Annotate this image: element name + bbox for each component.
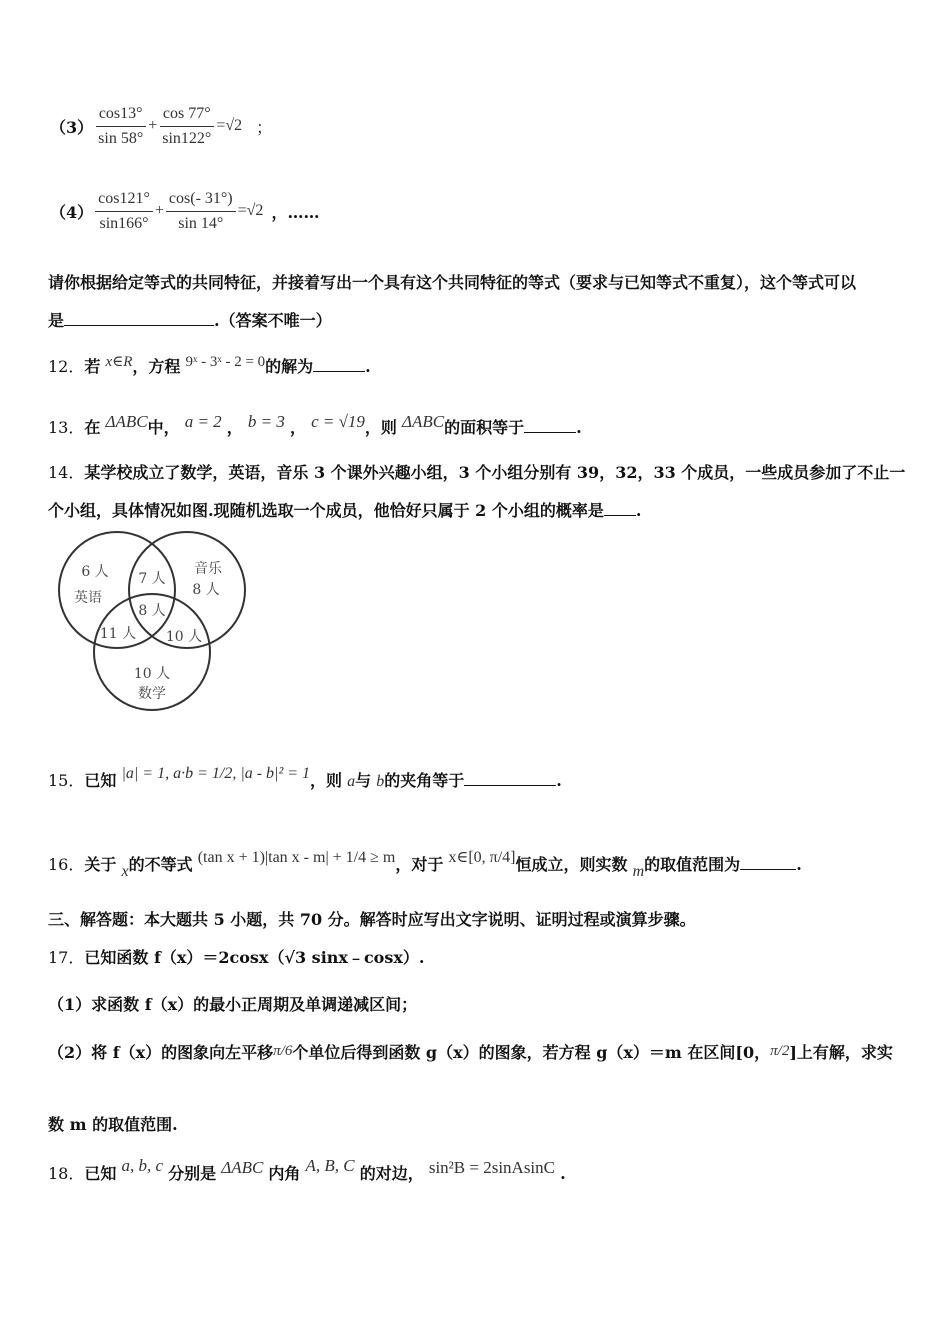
q17-p2-shift: π/6 xyxy=(273,1042,293,1059)
q16-inequality: (tan x + 1)|tan x - m| + 1/4 ≥ m xyxy=(197,849,396,866)
q18-text-b: 分别是 xyxy=(168,1164,217,1183)
q17-p2-text-a: （2）将 f（x）的图象向左平移 xyxy=(48,1042,274,1062)
q12-equation: 9ˣ - 3ˣ - 2 = 0 xyxy=(185,354,266,370)
q13-triangle-2: ΔABC xyxy=(402,412,445,431)
q13-text-b: 中， xyxy=(147,418,180,437)
q16-range: x∈[0, π/4] xyxy=(448,849,516,866)
q16-text-b: 的不等式 xyxy=(128,855,193,874)
q17-p2-text-c: ]上有解，求实 xyxy=(789,1042,893,1062)
equation-4: （4） $\frac{\cos 121^\circ}{\sin 166^\circ}$ + $\frac{\cos(- 31^\circ)}{\sin 14^\circ}$ =√2 ，…… xyxy=(50,185,319,237)
eq3-rhs: =√2 xyxy=(216,117,243,134)
q12-end: . xyxy=(365,357,371,376)
q15-text-a: 已知 xyxy=(84,771,117,790)
eq4-label: （4） xyxy=(50,202,94,222)
prompt-note: .（答案不唯一） xyxy=(214,311,332,330)
q14-text-2: 个小组，具体情况如图.现随机选取一个成员，他恰好只属于 2 个小组的概率是 xyxy=(48,501,604,520)
q15-vector-b: b xyxy=(376,773,385,790)
q13-triangle: ΔABC xyxy=(105,412,148,431)
venn-english-only: 6 人 xyxy=(81,564,109,580)
q15-text-b: ，则 xyxy=(310,771,343,790)
answer-blank-13[interactable] xyxy=(524,418,576,433)
q13-b-value: b = 3 xyxy=(247,412,285,431)
q16-text-a: 关于 xyxy=(84,855,117,874)
venn-music-math: 10 人 xyxy=(165,629,203,645)
answer-blank-14[interactable] xyxy=(604,501,636,516)
q12-text-a: 若 xyxy=(84,357,101,376)
q16-x: x xyxy=(121,863,129,880)
answer-blank-16[interactable] xyxy=(740,855,796,870)
q13-c-value: c = √19 xyxy=(311,412,365,431)
venn-english-math: 11 人 xyxy=(99,626,137,642)
q12-number: 12． xyxy=(48,357,85,376)
eq4-den1: sin166° xyxy=(99,214,149,232)
question-17 xyxy=(48,945,424,968)
q13-a-value: a = 2 xyxy=(184,412,222,431)
q16-text-d: 恒成立，则实数 xyxy=(515,855,628,874)
eq4-rhs: =√2 xyxy=(237,202,264,219)
answer-blank-15[interactable] xyxy=(464,771,556,786)
q18-number: 18． xyxy=(48,1164,85,1183)
q15-text-and: 与 xyxy=(355,771,372,790)
q14-text-1: 某学校成立了数学，英语，音乐 3 个课外兴趣小组，3 个小组分别有 39，32，33 个成员，一些成员参加了不止一 xyxy=(84,463,906,482)
q14-number: 14． xyxy=(48,463,85,482)
q15-text-f: 的夹角等于 xyxy=(384,771,465,790)
venn-all-three: 8 人 xyxy=(138,603,166,619)
q12-text-c: 的解为 xyxy=(265,357,314,376)
question-14-line-1 xyxy=(48,460,905,483)
q13-number: 13． xyxy=(48,418,85,437)
question-13: 13．在 ΔABC中， a = 2 ， b = 3 ， c = √19，则 ΔABC的面积等于 . xyxy=(48,412,582,437)
q17-part-1: （1）求函数 f（x）的最小正周期及单调递减区间； xyxy=(48,995,418,1014)
q13-text-d: 的面积等于 xyxy=(444,418,525,437)
q18-triangle: ΔABC xyxy=(221,1158,264,1177)
eq4-fraction-1 xyxy=(95,188,153,235)
question-12 xyxy=(48,344,371,385)
question-18 xyxy=(48,1148,566,1192)
q16-text-e: 的取值范围为 xyxy=(644,855,741,874)
eq4-den2: sin 14° xyxy=(178,214,224,232)
prompt-line-1: 请你根据给定等式的共同特征，并接着写出一个具有这个共同特征的等式（要求与已知等式不重复），这个等式可以 xyxy=(48,273,857,292)
q16-number: 16． xyxy=(48,855,85,874)
eq4-num1: cos121° xyxy=(95,188,153,212)
answer-blank-11[interactable] xyxy=(64,311,214,326)
prompt-is: 是 xyxy=(48,311,65,330)
venn-math-label: 数学 xyxy=(138,686,166,702)
eq3-fraction-1 xyxy=(95,103,146,150)
q16-text-c: ，对于 xyxy=(395,855,444,874)
q18-text-c: 内角 xyxy=(268,1164,301,1183)
q17-p2-text-b: 个单位后得到函数 g（x）的图象，若方程 g（x）＝m 在区间[0， xyxy=(292,1042,771,1062)
equation-3: （3） $\frac{\cos 13^\circ}{\sin 58^\circ}$ + $\frac{\cos 77^\circ}{\sin 122^\circ}$ =√2 ； xyxy=(50,100,272,152)
q12-x-in-r: x∈R xyxy=(105,354,133,370)
q13-text-c: ，则 xyxy=(364,418,397,437)
q13-text-a: 在 xyxy=(84,418,101,437)
eq3-end: ； xyxy=(256,117,273,137)
q17-part-2-cont: 数 m 的取值范围. xyxy=(48,1115,178,1134)
q18-text-a: 已知 xyxy=(84,1164,117,1183)
eq3-den1: sin 58° xyxy=(98,129,144,147)
q12-text-b: ，方程 xyxy=(132,357,181,376)
prompt-line-2 xyxy=(48,308,332,331)
venn-music-label: 音乐 xyxy=(194,561,222,577)
q14-end: . xyxy=(635,501,642,520)
q15-end: . xyxy=(556,771,562,790)
eq3-num1: cos13° xyxy=(96,103,146,127)
venn-music-only: 8 人 xyxy=(192,582,220,598)
q15-condition: |a| = 1, a·b = 1/2, |a - b|² = 1 xyxy=(121,765,311,782)
eq4-fraction-2 xyxy=(166,188,236,235)
q17-stem: 已知函数 f（x）＝2cosx（√3 sinx﹣cosx）. xyxy=(84,948,425,967)
venn-math-only: 10 人 xyxy=(133,666,171,682)
q18-sides: a, b, c xyxy=(121,1156,164,1175)
q16-m: m xyxy=(632,863,645,880)
question-14-line-2 xyxy=(48,498,641,521)
venn-diagram xyxy=(50,528,255,718)
q16-end: . xyxy=(796,855,802,874)
question-15 xyxy=(48,754,562,802)
venn-english-music: 7 人 xyxy=(138,571,166,587)
section-3-heading: 三、解答题：本大题共 5 小题，共 70 分。解答时应写出文字说明、证明过程或演算步骤。 xyxy=(48,910,696,929)
q17-number: 17． xyxy=(48,948,85,967)
q18-angles: A, B, C xyxy=(305,1156,355,1175)
q18-end: . xyxy=(560,1164,566,1183)
q13-end: . xyxy=(576,418,582,437)
q17-part-2 xyxy=(48,1028,893,1074)
q17-p2-interval-end: π/2 xyxy=(770,1042,790,1059)
answer-blank-12[interactable] xyxy=(313,357,365,372)
eq4-num2: cos(- 31°) xyxy=(166,188,236,212)
q18-text-d: 的对边， xyxy=(359,1164,424,1183)
eq3-den2: sin122° xyxy=(162,129,212,147)
q18-equation: sin²B = 2sinAsinC xyxy=(428,1158,555,1177)
eq3-label: （3） xyxy=(50,117,94,137)
q15-number: 15． xyxy=(48,771,85,790)
q15-vector-a: a xyxy=(347,773,356,790)
eq3-fraction-2 xyxy=(159,103,214,150)
question-16 xyxy=(48,838,802,892)
eq4-end: ，…… xyxy=(271,202,320,222)
venn-english-label: 英语 xyxy=(74,590,102,606)
eq3-num2: cos 77° xyxy=(160,103,214,127)
